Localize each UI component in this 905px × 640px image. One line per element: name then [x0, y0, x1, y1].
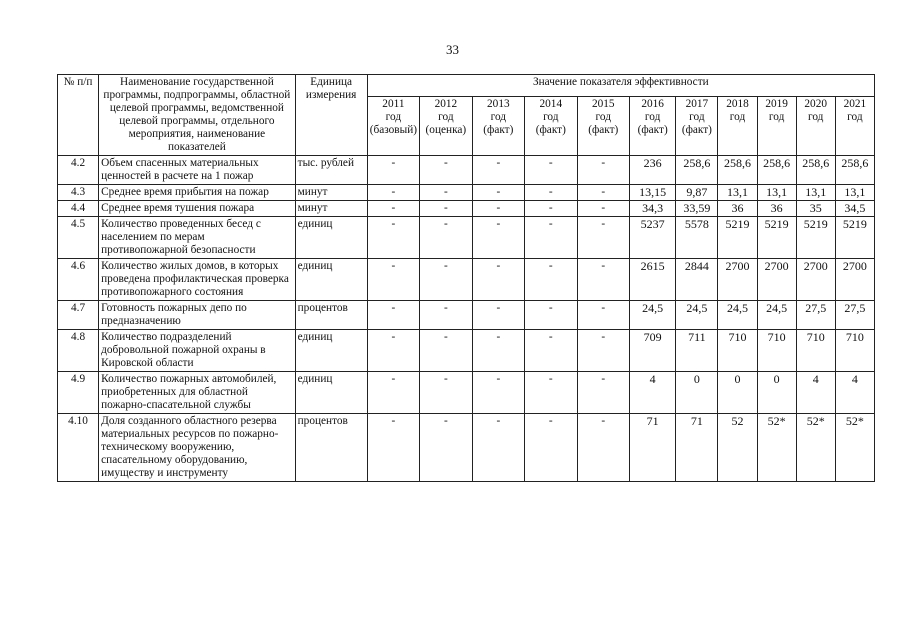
value-cell: - [577, 372, 629, 414]
value-cell: 5219 [835, 217, 874, 259]
row-number: 4.6 [58, 259, 99, 301]
value-cell: 2700 [718, 259, 757, 301]
year-label: 2014 [539, 98, 563, 111]
year-header [676, 97, 718, 156]
value-cell: - [472, 259, 524, 301]
year-sub-label: год (факт) [588, 111, 619, 137]
year-label: 2013 [487, 98, 510, 111]
value-cell: - [367, 201, 419, 217]
value-cell: - [367, 185, 419, 201]
value-cell: 52* [796, 414, 835, 482]
value-cell: 236 [630, 156, 676, 185]
indicator-name: Количество подразделений добровольной пожарной охраны в Кировской области [99, 330, 296, 372]
value-cell: 5219 [796, 217, 835, 259]
row-number: 4.3 [58, 185, 99, 201]
year-header [835, 97, 874, 156]
year-sub-label: год [847, 111, 863, 124]
value-cell: 27,5 [835, 301, 874, 330]
year-header [796, 97, 835, 156]
value-cell: - [420, 259, 472, 301]
unit-cell: процентов [295, 301, 367, 330]
value-cell: 71 [676, 414, 718, 482]
value-cell: - [420, 185, 472, 201]
year-header [577, 97, 629, 156]
year-label: 2018 [726, 98, 749, 111]
value-cell: - [525, 414, 577, 482]
header-name: Наименование государственной программы, подпрограммы, областной целевой программы, ведомственной целевой программы, отдельного мероприятия, наименование показателей [99, 75, 296, 156]
unit-cell: единиц [295, 217, 367, 259]
value-cell: 24,5 [718, 301, 757, 330]
value-cell: 52* [757, 414, 796, 482]
value-cell: 710 [757, 330, 796, 372]
year-header [718, 97, 757, 156]
value-cell: - [472, 414, 524, 482]
unit-cell: процентов [295, 414, 367, 482]
table-row [58, 217, 875, 259]
value-cell: 9,87 [676, 185, 718, 201]
unit-cell: единиц [295, 372, 367, 414]
value-cell: 24,5 [630, 301, 676, 330]
value-cell: - [367, 217, 419, 259]
year-label: 2021 [843, 98, 867, 111]
value-cell: 36 [718, 201, 757, 217]
year-header [757, 97, 796, 156]
value-cell: - [472, 185, 524, 201]
value-cell: 5219 [757, 217, 796, 259]
header-values: Значение показателя эффективности [367, 75, 874, 97]
value-cell: 2700 [757, 259, 796, 301]
value-cell: - [525, 217, 577, 259]
year-label: 2020 [804, 98, 827, 111]
page-number: 33 [446, 42, 459, 57]
value-cell: - [420, 156, 472, 185]
value-cell: 709 [630, 330, 676, 372]
year-header [367, 97, 419, 156]
value-cell: 27,5 [796, 301, 835, 330]
value-cell: 710 [718, 330, 757, 372]
value-cell: - [525, 330, 577, 372]
value-cell: 71 [630, 414, 676, 482]
year-label: 2017 [685, 98, 709, 111]
value-cell: 13,1 [718, 185, 757, 201]
value-cell: - [420, 201, 472, 217]
value-cell: 710 [835, 330, 874, 372]
value-cell: - [420, 217, 472, 259]
value-cell: - [525, 259, 577, 301]
value-cell: - [472, 201, 524, 217]
value-cell: - [472, 301, 524, 330]
year-sub-label: год (факт) [483, 111, 514, 137]
value-cell: 710 [796, 330, 835, 372]
unit-cell: тыс. рублей [295, 156, 367, 185]
indicator-name: Готовность пожарных депо по предназначению [99, 301, 296, 330]
unit-cell: единиц [295, 259, 367, 301]
table-row [58, 156, 875, 185]
value-cell: - [577, 301, 629, 330]
row-number: 4.10 [58, 414, 99, 482]
value-cell: 13,1 [835, 185, 874, 201]
value-cell: 36 [757, 201, 796, 217]
value-cell: - [367, 330, 419, 372]
year-label: 2015 [591, 98, 615, 111]
table-body [58, 156, 875, 482]
value-cell: - [577, 217, 629, 259]
indicators-table [57, 74, 875, 482]
table-row [58, 414, 875, 482]
year-header [420, 97, 472, 156]
year-label: 2012 [434, 98, 458, 111]
value-cell: 52 [718, 414, 757, 482]
year-header [525, 97, 577, 156]
indicator-name: Объем спасенных материальных ценностей в расчете на 1 пожар [99, 156, 296, 185]
value-cell: 4 [630, 372, 676, 414]
year-sub-label: год (факт) [681, 111, 712, 137]
value-cell: - [525, 201, 577, 217]
value-cell: 2615 [630, 259, 676, 301]
year-label: 2011 [382, 98, 405, 111]
value-cell: 13,1 [796, 185, 835, 201]
header-unit: Единица измерения [295, 75, 367, 156]
value-cell: 5578 [676, 217, 718, 259]
value-cell: - [525, 156, 577, 185]
value-cell: 52* [835, 414, 874, 482]
year-header [630, 97, 676, 156]
row-number: 4.5 [58, 217, 99, 259]
row-number: 4.4 [58, 201, 99, 217]
table-row [58, 201, 875, 217]
value-cell: 13,1 [757, 185, 796, 201]
unit-cell: единиц [295, 330, 367, 372]
value-cell: - [420, 414, 472, 482]
row-number: 4.2 [58, 156, 99, 185]
value-cell: - [420, 372, 472, 414]
value-cell: 2700 [796, 259, 835, 301]
value-cell: 2844 [676, 259, 718, 301]
unit-cell: минут [295, 201, 367, 217]
row-number: 4.8 [58, 330, 99, 372]
indicator-name: Количество пожарных автомобилей, приобретенных для областной пожарно-спасательной службы [99, 372, 296, 414]
indicator-name: Количество проведенных бесед с населением по мерам противопожарной безопасности [99, 217, 296, 259]
value-cell: 0 [757, 372, 796, 414]
value-cell: - [472, 217, 524, 259]
value-cell: - [577, 414, 629, 482]
year-sub-label: год [729, 111, 746, 124]
value-cell: 258,6 [796, 156, 835, 185]
value-cell: 0 [718, 372, 757, 414]
value-cell: 711 [676, 330, 718, 372]
value-cell: 4 [796, 372, 835, 414]
year-sub-label: год [768, 111, 785, 124]
value-cell: - [367, 259, 419, 301]
value-cell: 258,6 [718, 156, 757, 185]
value-cell: 34,5 [835, 201, 874, 217]
value-cell: 2700 [835, 259, 874, 301]
year-sub-label: год (факт) [637, 111, 668, 137]
year-label: 2016 [641, 98, 664, 111]
value-cell: 258,6 [757, 156, 796, 185]
value-cell: 5237 [630, 217, 676, 259]
value-cell: 4 [835, 372, 874, 414]
value-cell: - [367, 156, 419, 185]
year-sub-label: год (базовый) [369, 111, 418, 137]
table-row [58, 185, 875, 201]
table-row [58, 259, 875, 301]
value-cell: 24,5 [676, 301, 718, 330]
table-row [58, 372, 875, 414]
value-cell: 35 [796, 201, 835, 217]
value-cell: 258,6 [835, 156, 874, 185]
value-cell: 24,5 [757, 301, 796, 330]
row-number: 4.9 [58, 372, 99, 414]
value-cell: 33,59 [676, 201, 718, 217]
year-header [472, 97, 524, 156]
value-cell: - [525, 301, 577, 330]
value-cell: - [367, 414, 419, 482]
value-cell: - [420, 330, 472, 372]
value-cell: - [472, 156, 524, 185]
value-cell: - [525, 372, 577, 414]
indicator-name: Среднее время тушения пожара [99, 201, 296, 217]
value-cell: - [525, 185, 577, 201]
value-cell: - [577, 156, 629, 185]
value-cell: - [367, 301, 419, 330]
table-row [58, 330, 875, 372]
value-cell: - [577, 259, 629, 301]
value-cell: 258,6 [676, 156, 718, 185]
value-cell: - [367, 372, 419, 414]
year-sub-label: год (оценка) [425, 111, 467, 137]
value-cell: - [472, 330, 524, 372]
row-number: 4.7 [58, 301, 99, 330]
year-label: 2019 [765, 98, 788, 111]
indicator-name: Среднее время прибытия на пожар [99, 185, 296, 201]
value-cell: - [420, 301, 472, 330]
indicator-name: Доля созданного областного резерва материальных ресурсов по пожарно-техническому вооружению, спасательному оборудованию, имуществу и инструменту [99, 414, 296, 482]
value-cell: 5219 [718, 217, 757, 259]
header-num: № п/п [58, 75, 99, 156]
value-cell: 34,3 [630, 201, 676, 217]
value-cell: - [472, 372, 524, 414]
value-cell: - [577, 185, 629, 201]
table-row [58, 301, 875, 330]
value-cell: 13,15 [630, 185, 676, 201]
unit-cell: минут [295, 185, 367, 201]
value-cell: - [577, 201, 629, 217]
value-cell: - [577, 330, 629, 372]
year-sub-label: год (факт) [535, 111, 566, 137]
value-cell: 0 [676, 372, 718, 414]
year-sub-label: год [807, 111, 824, 124]
indicator-name: Количество жилых домов, в которых проведена профилактическая проверка противопожарного состояния [99, 259, 296, 301]
